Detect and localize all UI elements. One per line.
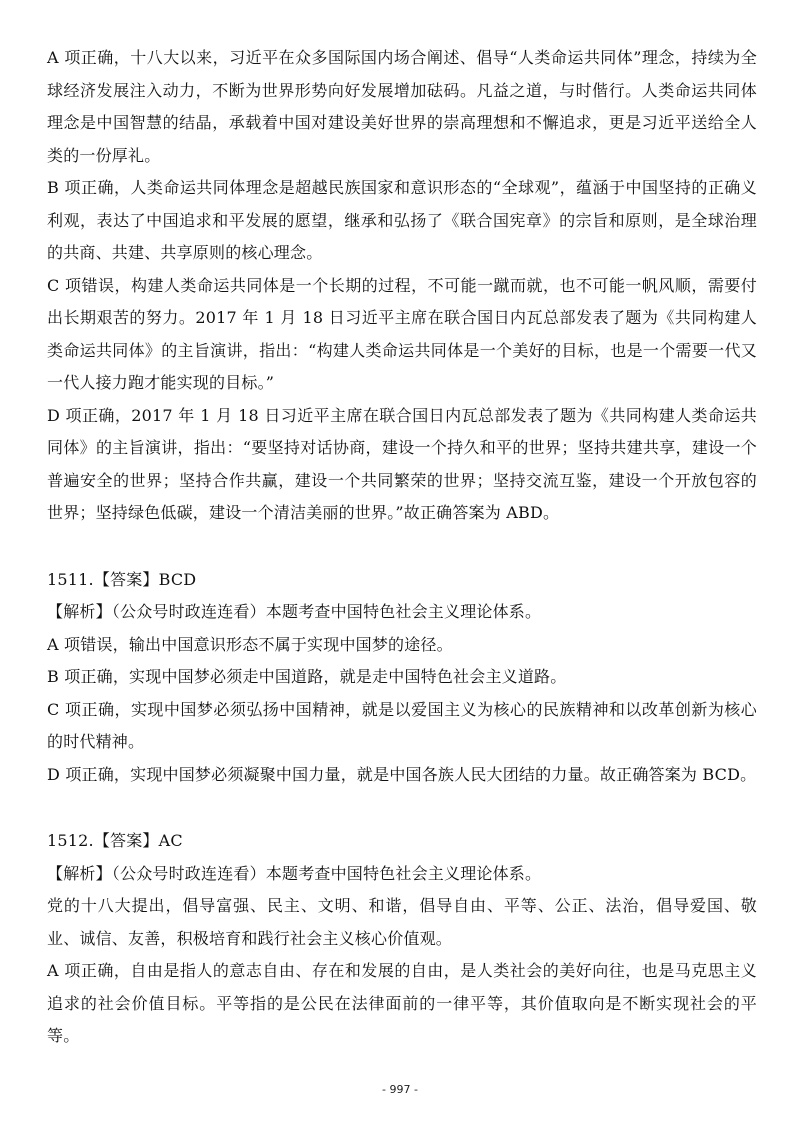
q1510-option-a: A 项正确，十八大以来，习近平在众多国际国内场合阐述、倡导“人类命运共同体”理念，持续为全球经济发展注入动力，不断为世界形势向好发展增加砝码。凡益之道，与时偕行。人类命运共同体理念是中国智慧的结晶，承载着中国对建设美好世界的崇高理想和不懈追求，更是习近平送给全人类的一份厚礼。 xyxy=(47,48,757,165)
q1511-option-a: A 项错误，输出中国意识形态不属于实现中国梦的途径。 xyxy=(47,634,453,654)
q1511-option-b: B 项正确，实现中国梦必须走中国道路，就是走中国特色社会主义道路。 xyxy=(47,667,567,686)
section-gap xyxy=(47,791,757,825)
q1510-option-b: B 项正确，人类命运共同体理念是超越民族国家和意识形态的“全球观”，蕴涵于中国坚持的正确义利观，表达了中国追求和平发展的愿望，继承和弘扬了《联合国宪章》的宗旨和原则，是全球治理的共商、共建、共享原则的核心理念。 xyxy=(47,178,757,262)
q1512-intro: 党的十八大提出，倡导富强、民主、文明、和谐，倡导自由、平等、公正、法治，倡导爱国、敬业、诚信、友善，积极培育和践行社会主义核心价值观。 xyxy=(47,896,757,948)
q1512-option-a: A 项正确，自由是指人的意志自由、存在和发展的自由，是人类社会的美好向往，也是马克思主义追求的社会价值目标。平等指的是公民在法律面前的一律平等，其价值取向是不断实现社会的平等。 xyxy=(47,961,757,1045)
q1511-option-c: C 项正确，实现中国梦必须弘扬中国精神，就是以爱国主义为核心的民族精神和以改革创新为核心的时代精神。 xyxy=(47,699,757,751)
q1510-option-c: C 项错误，构建人类命运共同体是一个长期的过程，不可能一蹴而就，也不可能一帆风顺，需要付出长期艰苦的努力。2017 年 1 月 18 日习近平主席在联合国日内瓦总部发表了题为《共同构建人类命运共同体》的主旨演讲，指出：“构建人类命运共同体是一个美好的目标，也是一个需要一代又一代人接力跑才能实现的目标。” xyxy=(47,275,757,392)
q1510-option-d: D 项正确，2017 年 1 月 18 日习近平主席在联合国日内瓦总部发表了题为《共同构建人类命运共同体》的主旨演讲，指出：“要坚持对话协商，建设一个持久和平的世界；坚持共建共享，建设一个普遍安全的世界；坚持合作共赢，建设一个共同繁荣的世界；坚持交流互鉴，建设一个开放包容的世界；坚持绿色低碳，建设一个清洁美丽的世界。”故正确答案为 ABD。 xyxy=(47,405,757,522)
q1511-analysis: 【解析】（公众号时政连连看）本题考查中国特色社会主义理论体系。 xyxy=(47,602,542,621)
section-gap xyxy=(47,530,757,564)
document-body xyxy=(47,42,757,1053)
q1512-analysis: 【解析】（公众号时政连连看）本题考查中国特色社会主义理论体系。 xyxy=(47,863,542,883)
q1512-answer: 1512.【答案】AC xyxy=(47,831,183,850)
page-number: - 997 - xyxy=(382,1083,418,1096)
q1511-answer: 1511.【答案】BCD xyxy=(47,569,197,589)
q1511-option-d: D 项正确，实现中国梦必须凝聚中国力量，就是中国各族人民大团结的力量。故正确答案为 BCD。 xyxy=(47,764,757,784)
